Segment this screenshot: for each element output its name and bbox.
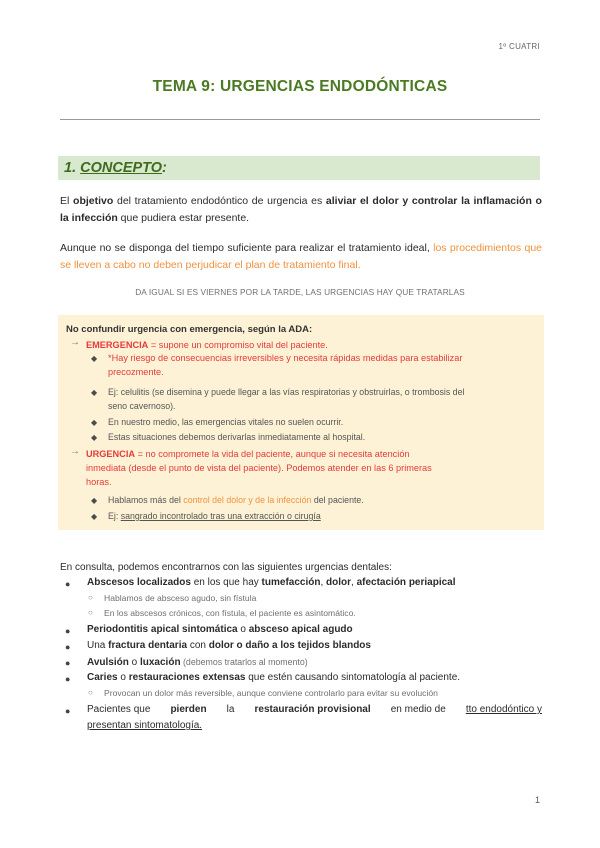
text: , <box>351 577 357 588</box>
text: control del dolor y de la infección <box>183 495 312 505</box>
b: dolor o daño a los tejidos blandos <box>208 640 371 651</box>
b: Periodontitis apical sintomática <box>87 624 238 635</box>
urgencia-line-2: inmediata (desde el punto de vista del paciente). Podemos atender en las 6 primeras <box>86 463 432 473</box>
text: Pacientes que <box>87 704 151 715</box>
text: Ej: <box>108 511 121 521</box>
list-subitem-dolor-reversible: Provocan un dolor más reversible, aunque conviene controlarlo para evitar su evolución <box>104 688 438 698</box>
list-item-caries <box>87 670 460 686</box>
b: Abscesos localizados <box>87 577 191 588</box>
list-item-line-2: presentan sintomatología. <box>87 720 203 731</box>
list-item-line-1 <box>87 702 542 718</box>
page-title: TEMA 9: URGENCIAS ENDODÓNTICAS <box>152 78 448 95</box>
text: Una <box>87 640 109 651</box>
list-item-periodontitis <box>87 622 353 638</box>
section-colon: : <box>162 160 167 176</box>
list-subitem-abscesos-cronicos: En los abscesos crónicos, con fístula, el paciente es asintomático. <box>104 608 356 618</box>
circle-bullet-icon: ○ <box>88 608 93 617</box>
circle-bullet-icon: ○ <box>88 688 93 697</box>
text: con <box>187 640 209 651</box>
line: seno cavernoso). <box>108 401 176 411</box>
text: o <box>117 672 129 683</box>
urgencia-definition <box>86 447 538 489</box>
friday-note: DA IGUAL SI ES VIERNES POR LA TARDE, LAS URGENCIAS HAY QUE TRATARLAS <box>135 287 465 297</box>
circle-bullet-icon: ○ <box>88 593 93 602</box>
urgencia-line-3: horas. <box>86 477 112 487</box>
urgencia-item-2 <box>108 509 321 523</box>
text: sangrado incontrolado tras una extracción o cirugía <box>120 511 321 521</box>
urgencia-item-1 <box>108 493 364 507</box>
b: Caries <box>87 672 118 683</box>
p1-text-2: del tratamiento endodóntico de urgencia es <box>113 195 326 207</box>
text: que estén causando sintomatología al paciente. <box>245 672 461 683</box>
text: , <box>320 577 327 588</box>
p1-text-3: que pudiera estar presente. <box>117 212 250 224</box>
b: restauración provisional <box>254 704 371 715</box>
b: luxación <box>139 657 181 668</box>
diamond-bullet-icon: ◆ <box>91 388 98 397</box>
text: en los que hay <box>190 577 262 588</box>
diamond-bullet-icon: ◆ <box>91 354 98 363</box>
arrow-right-icon: → <box>70 446 80 457</box>
line: Ej: celulitis (se disemina y puede llegar a las vías respiratorias y obstruirlas, o trombosis del <box>108 387 465 397</box>
text: (debemos tratarlos al momento) <box>180 657 308 667</box>
emergencia-item-3: En nuestro medio, las emergencias vitales no suelen ocurrir. <box>108 417 344 427</box>
b: tumefacción <box>261 577 321 588</box>
b: afectación periapical <box>356 577 456 588</box>
ada-callout-box <box>58 315 544 530</box>
p1-bold-objetivo: objetivo <box>73 195 114 207</box>
emergencia-term: EMERGENCIA <box>86 340 149 350</box>
b: pierden <box>170 704 207 715</box>
section-name: CONCEPTO <box>80 160 163 176</box>
b: restauraciones extensas <box>128 672 246 683</box>
list-item-restauracion-provisional <box>87 702 542 734</box>
bullet-icon: ● <box>65 706 71 716</box>
diamond-bullet-icon: ◆ <box>91 496 98 505</box>
bullet-icon: ● <box>65 658 71 668</box>
urgencia-line-1 <box>86 447 538 461</box>
text: o <box>128 657 140 668</box>
page-number: 1 <box>534 795 540 805</box>
objective-paragraph <box>60 193 542 227</box>
text: del paciente. <box>311 495 364 505</box>
emergencia-definition <box>86 338 328 352</box>
text: Hablamos más del <box>108 495 184 505</box>
list-item-avulsion <box>87 654 308 671</box>
list-item-abscesos <box>87 575 456 591</box>
b: fractura dentaria <box>108 640 188 651</box>
section-heading-label <box>64 160 167 176</box>
section-heading-concepto <box>58 156 540 180</box>
title-divider <box>60 119 540 120</box>
text: la <box>226 704 235 715</box>
line: *Hay riesgo de consecuencias irreversibles y necesita rápidas medidas para estabilizar <box>108 353 463 363</box>
bullet-icon: ● <box>65 626 71 636</box>
emergencia-item-4: Estas situaciones debemos derivarlas inmediatamente al hospital. <box>108 432 366 442</box>
bullet-icon: ● <box>65 579 71 589</box>
diamond-bullet-icon: ◆ <box>91 418 98 427</box>
bullet-icon: ● <box>65 674 71 684</box>
text: o <box>237 624 249 635</box>
diamond-bullet-icon: ◆ <box>91 512 98 521</box>
emergencia-item-2 <box>108 385 538 413</box>
emergencia-item-1 <box>108 351 536 379</box>
procedures-paragraph <box>60 240 542 274</box>
callout-heading: No confundir urgencia con emergencia, según la ADA: <box>66 324 313 335</box>
b: Avulsión <box>87 657 129 668</box>
list-item-fractura <box>87 638 371 654</box>
list-subitem-absceso-agudo: Hablamos de absceso agudo, sin fístula <box>104 593 257 603</box>
text: en medio de <box>390 704 446 715</box>
urgencia-term: URGENCIA <box>86 449 136 459</box>
list-intro: En consulta, podemos encontrarnos con las siguientes urgencias dentales: <box>60 562 392 573</box>
diamond-bullet-icon: ◆ <box>91 433 98 442</box>
bullet-icon: ● <box>65 642 71 652</box>
b: absceso apical agudo <box>248 624 353 635</box>
arrow-right-icon: → <box>70 337 80 348</box>
p2-orange-highlight: los procedimientos que se lleven a cabo no deben perjudicar el plan de tratamiento final. <box>60 242 543 271</box>
course-term-label: 1º CUATRI <box>498 42 540 51</box>
p2-text-1: Aunque no se disponga del tiempo suficiente para realizar el tratamiento ideal, <box>60 242 434 254</box>
section-number: 1. <box>64 160 77 176</box>
text: tto endodóntico y <box>465 704 542 715</box>
line: precozmente. <box>108 367 164 377</box>
p1-text-1: El <box>60 195 74 207</box>
p1-bold-aliviar: aliviar el dolor y controlar la inflamación o la infección <box>60 195 542 224</box>
b: dolor <box>326 577 352 588</box>
urgencia-text-1: = no compromete la vida del paciente, aunque si necesita atención <box>135 449 410 459</box>
emergencia-def: = supone un compromiso vital del paciente. <box>148 340 328 350</box>
